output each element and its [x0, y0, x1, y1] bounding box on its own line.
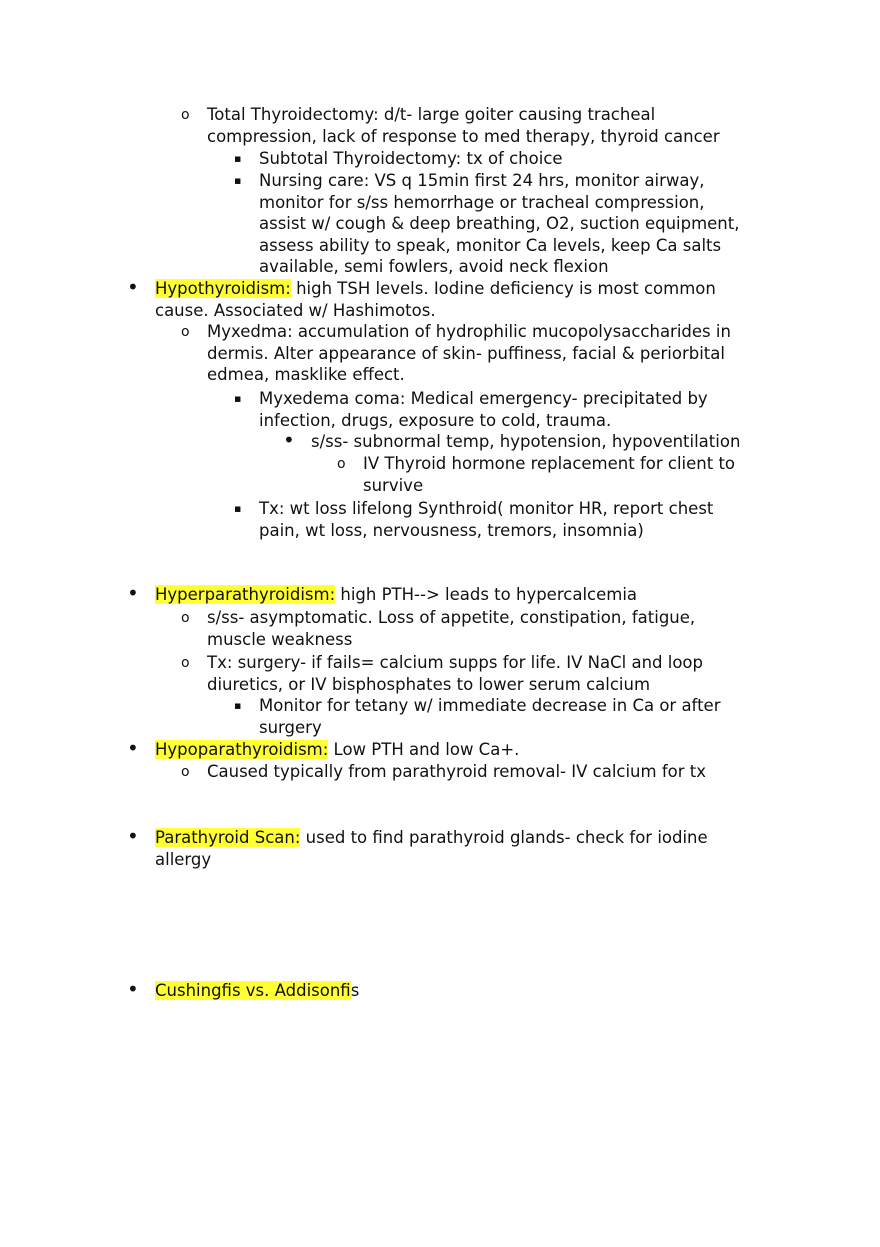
circle-bullet-icon: o	[181, 610, 190, 626]
text-line: Nursing care: VS q 15min first 24 hrs, monitor airway,	[259, 171, 705, 190]
disc-bullet-icon: •	[127, 736, 139, 760]
list-item	[181, 607, 696, 650]
circle-bullet-icon: o	[181, 764, 190, 780]
text-line: available, semi fowlers, avoid neck flexion	[259, 257, 609, 276]
heading-rest: Low PTH and low Ca+.	[328, 740, 520, 759]
disc-bullet-icon: •	[127, 977, 139, 1001]
text-line: Myxedema coma: Medical emergency- precipitated by	[259, 389, 708, 408]
list-item	[234, 170, 740, 278]
text-line	[155, 278, 716, 300]
text-line	[155, 827, 708, 849]
text-line: s/ss- subnormal temp, hypotension, hypoventilation	[311, 432, 741, 451]
square-bullet-icon: ▪	[234, 392, 242, 405]
highlighted-heading: Hypoparathyroidism:	[155, 740, 329, 759]
text-line: survive	[363, 475, 424, 495]
highlighted-heading: Cushingfis vs. Addisonfi	[155, 981, 351, 1000]
text-line: dermis. Alter appearance of skin- puffiness, facial & periorbital	[207, 343, 725, 363]
list-item	[127, 275, 716, 321]
circle-bullet-icon: o	[181, 107, 190, 123]
text-line: Myxedma: accumulation of hydrophilic mucopolysaccharides in	[207, 322, 731, 341]
list-item	[181, 761, 707, 783]
text-line: pain, wt loss, nervousness, tremors, insomnia)	[259, 520, 644, 540]
square-bullet-icon: ▪	[234, 174, 242, 187]
heading-rest: high PTH--> leads to hypercalcemia	[335, 585, 638, 604]
list-item	[181, 104, 720, 147]
square-bullet-icon: ▪	[234, 699, 242, 712]
disc-bullet-icon: •	[127, 824, 139, 848]
text-line: diuretics, or IV bisphosphates to lower serum calcium	[207, 674, 651, 694]
text-line	[155, 739, 519, 761]
list-item	[234, 388, 708, 431]
highlighted-heading: Hypothyroidism:	[155, 279, 291, 298]
list-item	[181, 321, 731, 386]
highlighted-heading: Parathyroid Scan:	[155, 828, 301, 847]
list-item	[337, 453, 736, 496]
list-item	[234, 498, 714, 541]
text-line: Subtotal Thyroidectomy: tx of choice	[259, 149, 563, 168]
text-line: Total Thyroidectomy: d/t- large goiter causing tracheal	[207, 105, 656, 124]
text-line: allergy	[155, 849, 212, 869]
text-line: s/ss- asymptomatic. Loss of appetite, constipation, fatigue,	[207, 608, 696, 627]
highlighted-heading: Hyperparathyroidism:	[155, 585, 336, 604]
square-bullet-icon: ▪	[234, 152, 242, 165]
disc-bullet-icon: •	[283, 428, 295, 452]
heading-rest: used to find parathyroid glands- check for iodine	[300, 828, 708, 847]
text-line: muscle weakness	[207, 629, 353, 649]
list-item	[234, 148, 563, 170]
list-item	[127, 824, 708, 870]
text-line: compression, lack of response to med therapy, thyroid cancer	[207, 126, 720, 146]
text-line	[155, 584, 637, 606]
list-item	[127, 736, 520, 761]
heading-rest: high TSH levels. Iodine deficiency is most common	[290, 279, 716, 298]
list-item	[127, 977, 360, 1002]
text-line: edmea, masklike effect.	[207, 365, 405, 384]
text-line: assist w/ cough & deep breathing, O2, suction equipment,	[259, 214, 740, 233]
text-line	[155, 980, 359, 1002]
text-line: IV Thyroid hormone replacement for client to	[363, 454, 736, 473]
list-item	[234, 695, 721, 738]
disc-bullet-icon: •	[127, 581, 139, 605]
list-item	[283, 428, 741, 453]
text-line: Caused typically from parathyroid removal- IV calcium for tx	[207, 762, 707, 781]
list-item	[181, 652, 703, 695]
text-line: assess ability to speak, monitor Ca levels, keep Ca salts	[259, 235, 722, 255]
text-line: monitor for s/ss hemorrhage or tracheal compression,	[259, 192, 705, 212]
heading-rest: s	[350, 981, 360, 1000]
text-line: Tx: surgery- if fails= calcium supps for life. IV NaCl and loop	[207, 653, 703, 672]
text-line: surgery	[259, 717, 322, 737]
circle-bullet-icon: o	[337, 456, 346, 472]
circle-bullet-icon: o	[181, 324, 190, 340]
circle-bullet-icon: o	[181, 655, 190, 671]
list-item	[127, 581, 638, 606]
text-line: infection, drugs, exposure to cold, trauma.	[259, 410, 612, 430]
disc-bullet-icon: •	[127, 275, 139, 299]
square-bullet-icon: ▪	[234, 502, 242, 515]
text-line: Monitor for tetany w/ immediate decrease in Ca or after	[259, 696, 721, 715]
text-line: cause. Associated w/ Hashimotos.	[155, 300, 436, 320]
text-line: Tx: wt loss lifelong Synthroid( monitor HR, report chest	[259, 499, 714, 518]
